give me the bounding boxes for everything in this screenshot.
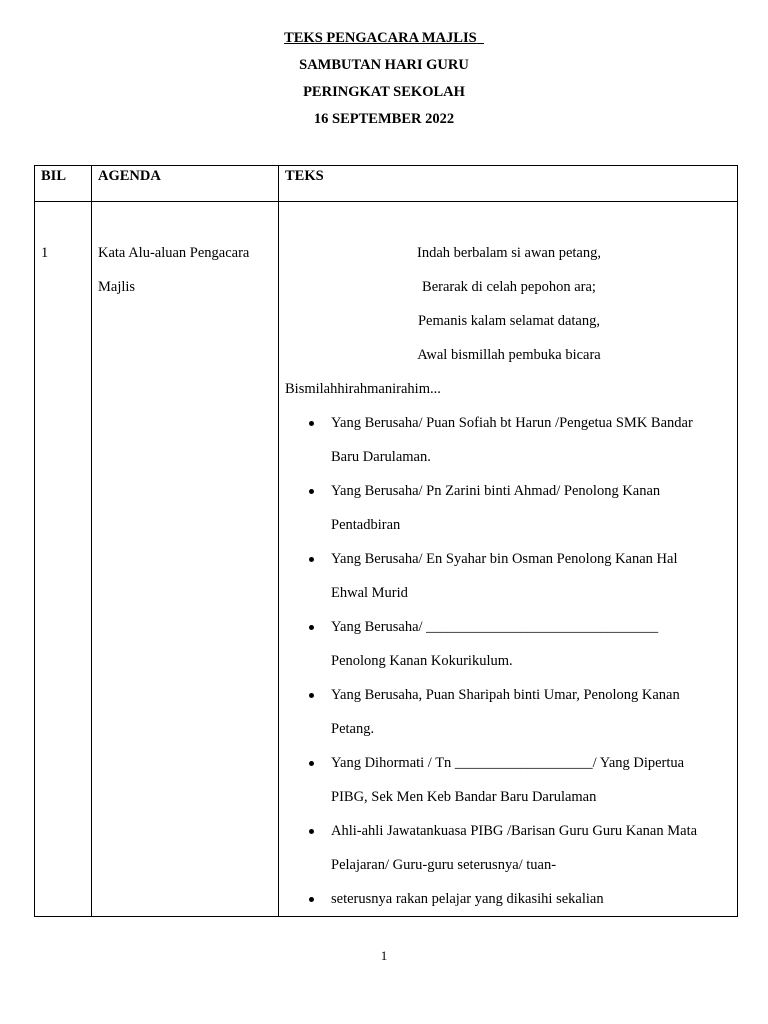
agenda-table (34, 165, 738, 917)
list-item: seterusnya rakan pelajar yang dikasihi sekalian (285, 882, 721, 916)
header-title-text: TEKS PENGACARA MAJLIS (284, 30, 477, 46)
agenda-text (98, 236, 278, 304)
poem-line: Indah berbalam si awan petang, (417, 245, 601, 261)
table-header-row (35, 166, 738, 202)
poem-line: Berarak di celah pepohon ara; (422, 279, 596, 295)
column-header-teks: TEKS (279, 166, 738, 202)
cell-teks (279, 202, 738, 917)
list-item: Yang Berusaha, Puan Sharipah binti Umar, Penolong Kanan Petang. (285, 678, 721, 746)
table-row (35, 202, 738, 917)
row-number: 1 (41, 245, 49, 261)
poem-line: Pemanis kalam selamat datang, (417, 313, 600, 329)
header-level: PERINGKAT SEKOLAH (303, 84, 465, 100)
list-item: Yang Berusaha/ ________________________________ Penolong Kanan Kokurikulum. (285, 610, 721, 678)
header-title (0, 30, 768, 47)
cell-bil (35, 202, 92, 917)
header-date: 16 SEPTEMBER 2022 (313, 111, 455, 127)
page-number: 1 (380, 948, 388, 963)
poem-line: Awal bismillah pembuka bicara (417, 347, 601, 363)
list-item: Yang Berusaha/ Pn Zarini binti Ahmad/ Penolong Kanan Pentadbiran (285, 474, 721, 542)
list-item: Ahli-ahli Jawatankuasa PIBG /Barisan Guru Guru Kanan Mata Pelajaran/ Guru-guru seterusnya/ tuan- (285, 814, 721, 882)
agenda-line: Kata Alu-aluan Pengacara (98, 245, 250, 261)
cell-agenda (92, 202, 279, 917)
welcome-poem (285, 236, 733, 372)
opening-greeting: Bismilahhirahmanirahim... (285, 381, 441, 397)
column-header-agenda: AGENDA (92, 166, 279, 202)
list-item: Yang Berusaha/ Puan Sofiah bt Harun /Pengetua SMK Bandar Baru Darulaman. (285, 406, 721, 474)
list-item: Yang Dihormati / Tn ___________________/ Yang Dipertua PIBG, Sek Men Keb Bandar Baru Darulaman (285, 746, 721, 814)
list-item: Yang Berusaha/ En Syahar bin Osman Penolong Kanan Hal Ehwal Murid (285, 542, 721, 610)
teks-content (279, 202, 737, 916)
header-subtitle: SAMBUTAN HARI GURU (299, 57, 469, 73)
agenda-line: Majlis (98, 279, 136, 295)
guest-list (285, 406, 733, 916)
column-header-bil: BIL (35, 166, 92, 202)
